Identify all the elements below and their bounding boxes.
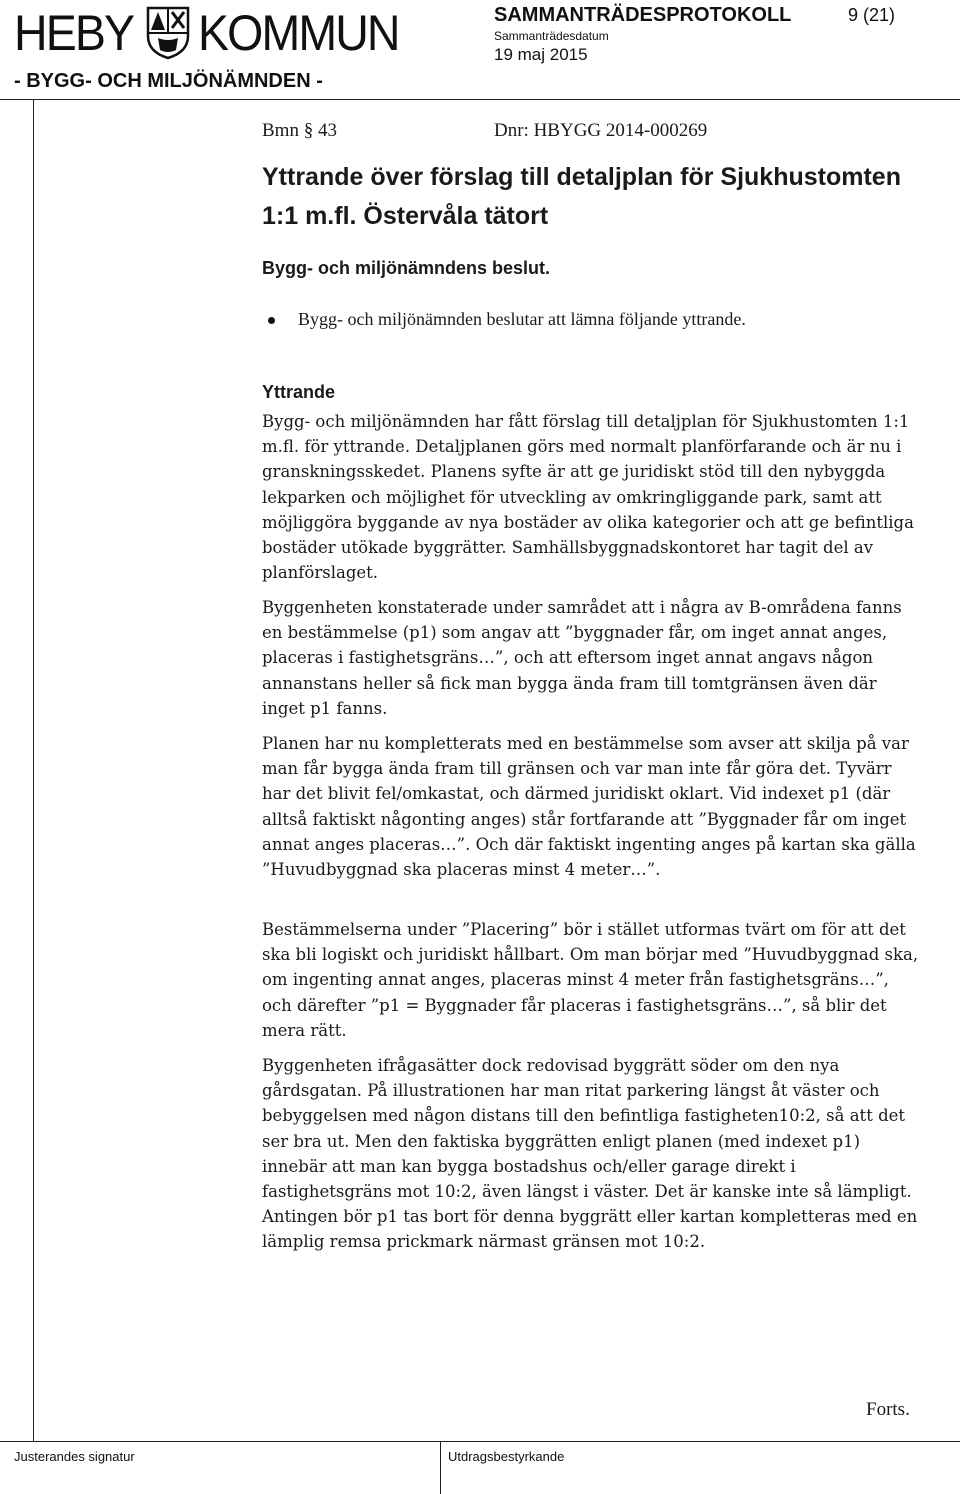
logo-word-kommun: KOMMUN: [198, 5, 399, 61]
statement-heading: Yttrande: [262, 382, 336, 402]
statement-paragraph: Bygg- och miljönämnden har fått förslag till detaljplan för Sjukhustomten 1:1 m.fl. för yttrande. Detaljplanen görs med normalt planförfarande och är nu i granskningsskedet. Planens syfte är att ge juridiskt stöd till den nybyggda lekparken och möjlighet för utveckling av omkringliggande park, samt att möjliggöra byggande av nya bostäder av olika kategorier och att ge befintliga bostäder utökade byggrätter. Samhällsbyggnadskontoret har tagit del av planförslaget.: [262, 412, 914, 583]
case-reference: Bmn § 43: [262, 120, 337, 141]
statement-paragraph: Planen har nu kompletterats med en bestämmelse som avser att skilja på var man får bygga ända fram till gränsen och var man inte får göra det. Tyvärr har det blivit fel/omkastat, och därmed juridiskt oklart. Vid indexet p1 (där alltså faktiskt någonting anges) står fortfarande att ”Byggnader får om inget annat anges placeras…”. Och där faktiskt ingenting anges på kartan ska gälla ”Huvudbyggnad ska placeras minst 4 meter…”.: [262, 734, 916, 880]
continued-note: Forts.: [866, 1399, 910, 1420]
meeting-date: 19 maj 2015: [494, 45, 588, 64]
heby-kommun-logo: [14, 4, 414, 62]
case-dnr: Dnr: HBYGG 2014-000269: [494, 120, 708, 141]
page-number: 9 (21): [848, 5, 896, 25]
header-divider: [0, 99, 960, 100]
footer-divider: [0, 1441, 960, 1442]
bullet-icon: [268, 317, 275, 324]
protocol-title: SAMMANTRÄDESPROTOKOLL: [494, 4, 792, 26]
margin-divider: [33, 99, 34, 1441]
footer-column-divider: [440, 1441, 441, 1494]
department-name: - BYGG- OCH MILJÖNÄMNDEN -: [14, 70, 323, 92]
case-title: Yttrande över förslag till detaljplan för Sjukhustomten 1:1 m.fl. Östervåla tätort: [262, 163, 901, 230]
statement-paragraph: Byggenheten ifrågasätter dock redovisad byggrätt söder om den nya gårdsgatan. På illustrationen har man ritat parkering längst åt väster och bebyggelsen med någon distans till den befintliga fastigheten10:2, så att det ser bra ut. Men den faktiska byggrätten enligt planen (med indexet p1) innebär att man kan bygga bostadshus och/eller garage direkt i fastighetsgräns mot 10:2, även längst i väster. Det är kanske inte så lämpligt. Antingen bör p1 tas bort för denna byggrätt eller kartan kompletteras med en lämplig remsa prickmark närmast gränsen mot 10:2.: [262, 1056, 918, 1252]
signature-label: Justerandes signatur: [14, 1449, 135, 1464]
crest-icon: [146, 6, 190, 60]
logo-word-heby: HEBY: [14, 5, 134, 61]
statement-paragraph: Byggenheten konstaterade under samrådet att i några av B-områdena fanns en bestämmelse (p1) som angav att ”byggnader får, om inget annat anges, placeras i fastighetsgräns…”, och att eftersom inget annat angavs någon annanstans heller så fick man bygga ända fram till tomtgränsen även där inget p1 fanns.: [262, 598, 902, 718]
decision-bullet-text: Bygg- och miljönämnden beslutar att lämna följande yttrande.: [298, 309, 746, 329]
certification-label: Utdragsbestyrkande: [448, 1449, 565, 1464]
date-label: Sammanträdesdatum: [494, 29, 609, 43]
statement-paragraph: Bestämmelserna under ”Placering” bör i stället utformas tvärt om för att det ska bli logiskt och juridiskt hållbart. Om man börjar med ”Huvudbyggnad ska, om ingenting annat anges, placeras minst 4 meter från fastighetsgräns…”, och därefter ”p1 = Byggnader får placeras i fastighetsgräns…”, så blir det mera rätt.: [262, 920, 919, 1040]
decision-heading: Bygg- och miljönämndens beslut.: [262, 258, 551, 278]
